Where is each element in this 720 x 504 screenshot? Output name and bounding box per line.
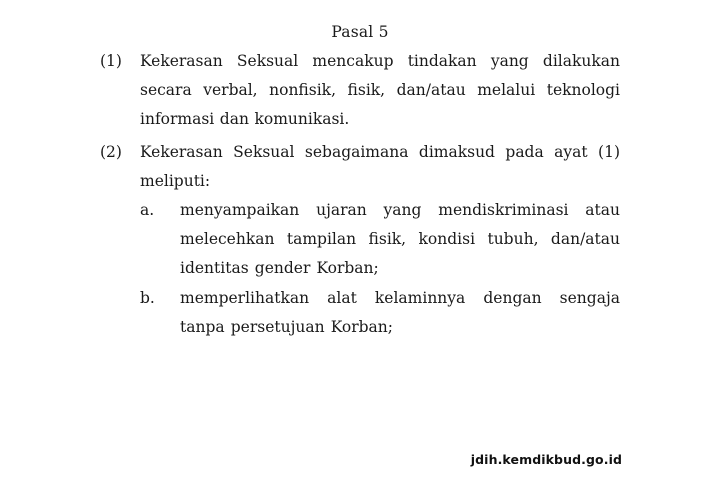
clause-1-text: Kekerasan Seksual mencakup tindakan yang dilakukan secara verbal, nonfisik, fisik, dan/atau melalui teknologi informasi dan komunikasi. xyxy=(140,52,620,128)
clause-2-number: (2) xyxy=(100,143,122,161)
source-watermark: jdih.kemdikbud.go.id xyxy=(470,452,622,467)
item-a-letter: a. xyxy=(140,201,155,219)
clause-1-number: (1) xyxy=(100,52,122,70)
clause-1 xyxy=(100,47,620,134)
item-b-letter: b. xyxy=(140,289,155,307)
item-a-text: menyampaikan ujaran yang mendiskriminasi atau melecehkan tampilan fisik, kondisi tubuh, dan/atau identitas gender Korban; xyxy=(180,201,620,277)
clause-2-text: Kekerasan Seksual sebagaimana dimaksud pada ayat (1) meliputi: xyxy=(140,143,620,190)
item-b-text: memperlihatkan alat kelaminnya dengan sengaja tanpa persetujuan Korban; xyxy=(180,289,620,336)
clause-2-item-a xyxy=(140,196,620,283)
clause-2-item-b xyxy=(140,284,620,342)
clause-2 xyxy=(100,138,620,196)
article-title: Pasal 5 xyxy=(331,23,389,41)
